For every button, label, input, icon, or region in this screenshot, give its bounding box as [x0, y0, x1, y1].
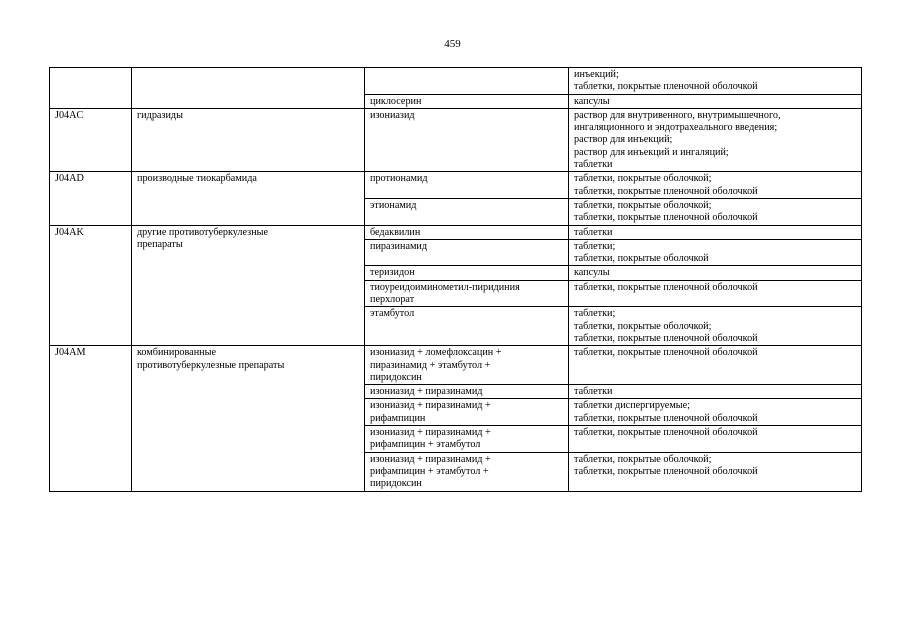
drug-name-cell: теризидон	[365, 266, 569, 280]
atc-group-cell: производные тиокарбамида	[132, 172, 365, 225]
drug-name-cell: этамбутол	[365, 307, 569, 346]
atc-group-cell: гидразиды	[132, 108, 365, 171]
table-row	[50, 108, 862, 171]
atc-code-cell: J04AC	[50, 108, 132, 171]
dosage-form-cell: таблетки, покрытые пленочной оболочкой	[569, 346, 862, 385]
drug-name-cell: изониазид + пиразинамид + рифампицин	[365, 399, 569, 426]
table-row	[50, 346, 862, 385]
drug-name-cell: тиоуреидоиминометил-пиридиния перхлорат	[365, 280, 569, 307]
drug-name-cell: изониазид + пиразинамид + рифампицин + этамбутол	[365, 426, 569, 453]
dosage-form-cell: таблетки, покрытые пленочной оболочкой	[569, 426, 862, 453]
atc-group-cell: комбинированные противотуберкулезные препараты	[132, 346, 365, 491]
drug-name-cell: изониазид + пиразинамид + рифампицин + этамбутол + пиридоксин	[365, 452, 569, 491]
drug-name-cell: изониазид + пиразинамид	[365, 385, 569, 399]
dosage-form-cell: таблетки диспергируемые; таблетки, покрытые пленочной оболочкой	[569, 399, 862, 426]
drug-name-cell: этионамид	[365, 198, 569, 225]
dosage-form-cell: капсулы	[569, 266, 862, 280]
drug-name-cell: изониазид + ломефлоксацин + пиразинамид + этамбутол + пиридоксин	[365, 346, 569, 385]
drug-name-cell	[365, 68, 569, 95]
table-row	[50, 68, 862, 95]
dosage-form-cell: таблетки, покрытые пленочной оболочкой	[569, 280, 862, 307]
page-number: 459	[444, 38, 461, 50]
atc-code-cell: J04AK	[50, 225, 132, 346]
dosage-form-cell: таблетки; таблетки, покрытые оболочкой	[569, 239, 862, 266]
atc-group-cell: другие противотуберкулезные препараты	[132, 225, 365, 346]
dosage-form-cell: таблетки; таблетки, покрытые оболочкой; таблетки, покрытые пленочной оболочкой	[569, 307, 862, 346]
dosage-form-cell: инъекций; таблетки, покрытые пленочной оболочкой	[569, 68, 862, 95]
dosage-form-cell: капсулы	[569, 94, 862, 108]
dosage-form-cell: таблетки, покрытые оболочкой; таблетки, покрытые пленочной оболочкой	[569, 198, 862, 225]
drug-name-cell: изониазид	[365, 108, 569, 171]
drug-name-cell: пиразинамид	[365, 239, 569, 266]
drug-table	[49, 67, 862, 492]
dosage-form-cell: таблетки	[569, 225, 862, 239]
dosage-form-cell: таблетки, покрытые оболочкой; таблетки, покрытые пленочной оболочкой	[569, 452, 862, 491]
table-row	[50, 172, 862, 199]
drug-name-cell: циклосерин	[365, 94, 569, 108]
dosage-form-cell: раствор для внутривенного, внутримышечного, ингаляционного и эндотрахеального введения; раствор для инъекций; раствор для инъекций и ингаляций; таблетки	[569, 108, 862, 171]
atc-group-cell	[132, 68, 365, 109]
table-row	[50, 225, 862, 239]
dosage-form-cell: таблетки, покрытые оболочкой; таблетки, покрытые пленочной оболочкой	[569, 172, 862, 199]
atc-code-cell: J04AM	[50, 346, 132, 491]
atc-code-cell	[50, 68, 132, 109]
drug-name-cell: протионамид	[365, 172, 569, 199]
drug-name-cell: бедаквилин	[365, 225, 569, 239]
dosage-form-cell: таблетки	[569, 385, 862, 399]
atc-code-cell: J04AD	[50, 172, 132, 225]
